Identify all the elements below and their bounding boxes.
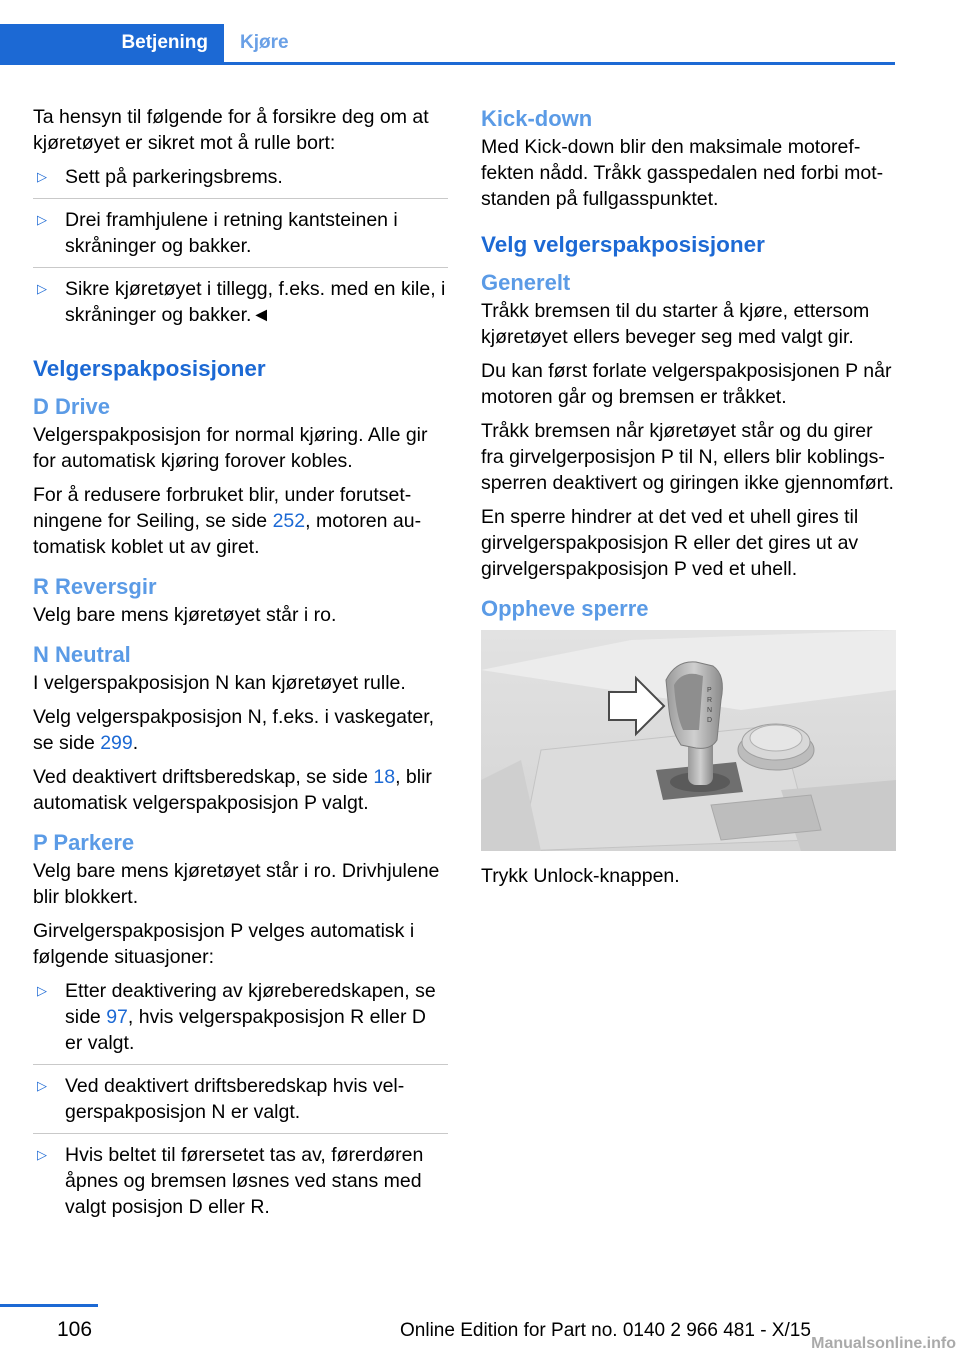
auto-p-bullet-list [33,978,448,1228]
heading-kick-down: Kick-down [481,106,593,131]
drive-paragraph-1: Velgerspakposisjon for normal kjøring. Alle gir for automatisk kjøring forover kobles. [33,424,428,472]
list-item: ▷ Drei framhjulene i retning kantsteinen i skråninger og bakker. [33,207,448,268]
heading-p-parkere: P Parkere [33,830,135,855]
svg-text:P: P [707,687,712,694]
page-link-18[interactable]: 18 [373,766,396,788]
neutral-paragraph-3: Ved deaktivert driftsberedskap, se side 18, blir automatisk velgerspakposisjon P valgt. [33,766,432,814]
left-column [33,104,448,1236]
triangle-bullet-icon: ▷ [37,169,47,184]
svg-text:D: D [707,717,713,724]
svg-text:N: N [707,707,713,714]
heading-n-neutral: N Neutral [33,642,131,667]
footer-divider [0,1304,98,1307]
triangle-bullet-icon: ▷ [37,983,47,998]
page-number: 106 [57,1318,93,1341]
tab-betjening[interactable]: Betjening [0,24,224,62]
figure-caption: Trykk Unlock-knappen. [481,865,680,887]
neutral-paragraph-1: I velgerspakposisjon N kan kjøretøyet rulle. [33,672,406,694]
kickdown-paragraph: Med Kick-down blir den maksimale motoreffekten nådd. Tråkk gasspedalen ned forbi motstanden på fullgasspunktet. [481,136,884,210]
securing-bullet-list [33,164,448,336]
parkere-paragraph-2: Girvelgerspakposisjon P velges automatisk i følgende situasjoner: [33,920,415,968]
watermark: Manualsonline.info [811,1335,956,1352]
drive-paragraph-2: For å redusere forbruket blir, under forutsetningene for Seiling, se side 252, motoren automatisk koblet ut av giret. [33,484,422,558]
edition-footer: Online Edition for Part no. 0140 2 966 481 - X/15 [400,1320,811,1341]
triangle-bullet-icon: ▷ [37,1147,47,1162]
heading-generelt: Generelt [481,270,571,295]
heading-r-reversgir: R Reversgir [33,574,157,599]
revers-paragraph: Velg bare mens kjøretøyet står i ro. [33,604,337,626]
tab-kjore[interactable]: Kjøre [240,32,289,53]
chapter-tab-bar [0,24,895,65]
list-item: ▷ Ved deaktivert driftsberedskap hvis velgerspakposisjon N er valgt. [33,1073,448,1134]
generelt-paragraph-1: Tråkk bremsen til du starter å kjøre, ettersom kjøretøyet ellers beveger seg med valgt gir. [481,300,870,348]
list-item: ▷ Sett på parkeringsbrems. [33,164,448,199]
svg-text:R: R [707,697,713,704]
page-link-252[interactable]: 252 [272,510,306,532]
right-column [481,104,896,897]
list-item: ▷ Sikre kjøretøyet i tillegg, f.eks. med en kile, i skråninger og bakker.◄ [37,278,446,326]
generelt-paragraph-2: Du kan først forlate velgerspakposisjonen P når motoren går og bremsen er tråkket. [481,360,892,408]
triangle-bullet-icon: ▷ [37,212,47,227]
page-link-299[interactable]: 299 [100,732,133,754]
heading-d-drive: D Drive [33,394,111,419]
parkere-paragraph-1: Velg bare mens kjøretøyet står i ro. Drivhjulene blir blokkert. [33,860,440,908]
heading-velg-velgerspakposisjoner: Velg velgerspakposisjoner [481,232,765,257]
generelt-paragraph-4: En sperre hindrer at det ved et uhell gires til girvelgerspakposisjon R eller det gires ut av girvelgerspakposisjon P ved et uhell. [481,506,859,580]
page-link-97[interactable]: 97 [106,1006,128,1028]
gear-lever-unlock-image [481,630,896,851]
heading-oppheve-sperre: Oppheve sperre [481,596,649,621]
list-item: ▷ Etter deaktivering av kjøreberedskapen, se side 97, hvis velgerspakposisjon R eller D er valgt. [33,978,448,1065]
gear-selector-illustration [481,630,896,851]
neutral-paragraph-2: Velg velgerspakposisjon N, f.eks. i vaskegater, se side 299. [33,706,435,754]
generelt-paragraph-3: Tråkk bremsen når kjøretøyet står og du girer fra girvelgerposisjon P til N, ellers blir koblingssperren deaktivert og giringen ikke gjennomført. [481,420,894,494]
triangle-bullet-icon: ▷ [37,281,47,296]
intro-paragraph: Ta hensyn til følgende for å forsikre deg om at kjøretøyet er sikret mot å rulle bort: [33,106,429,154]
list-item: ▷ Hvis beltet til førersetet tas av, førerdøren åpnes og bremsen løsnes ved stans med valgt posisjon D eller R. [37,1144,424,1218]
heading-velgerspakposisjoner: Velgerspakposisjoner [33,356,266,381]
triangle-bullet-icon: ▷ [37,1078,47,1093]
